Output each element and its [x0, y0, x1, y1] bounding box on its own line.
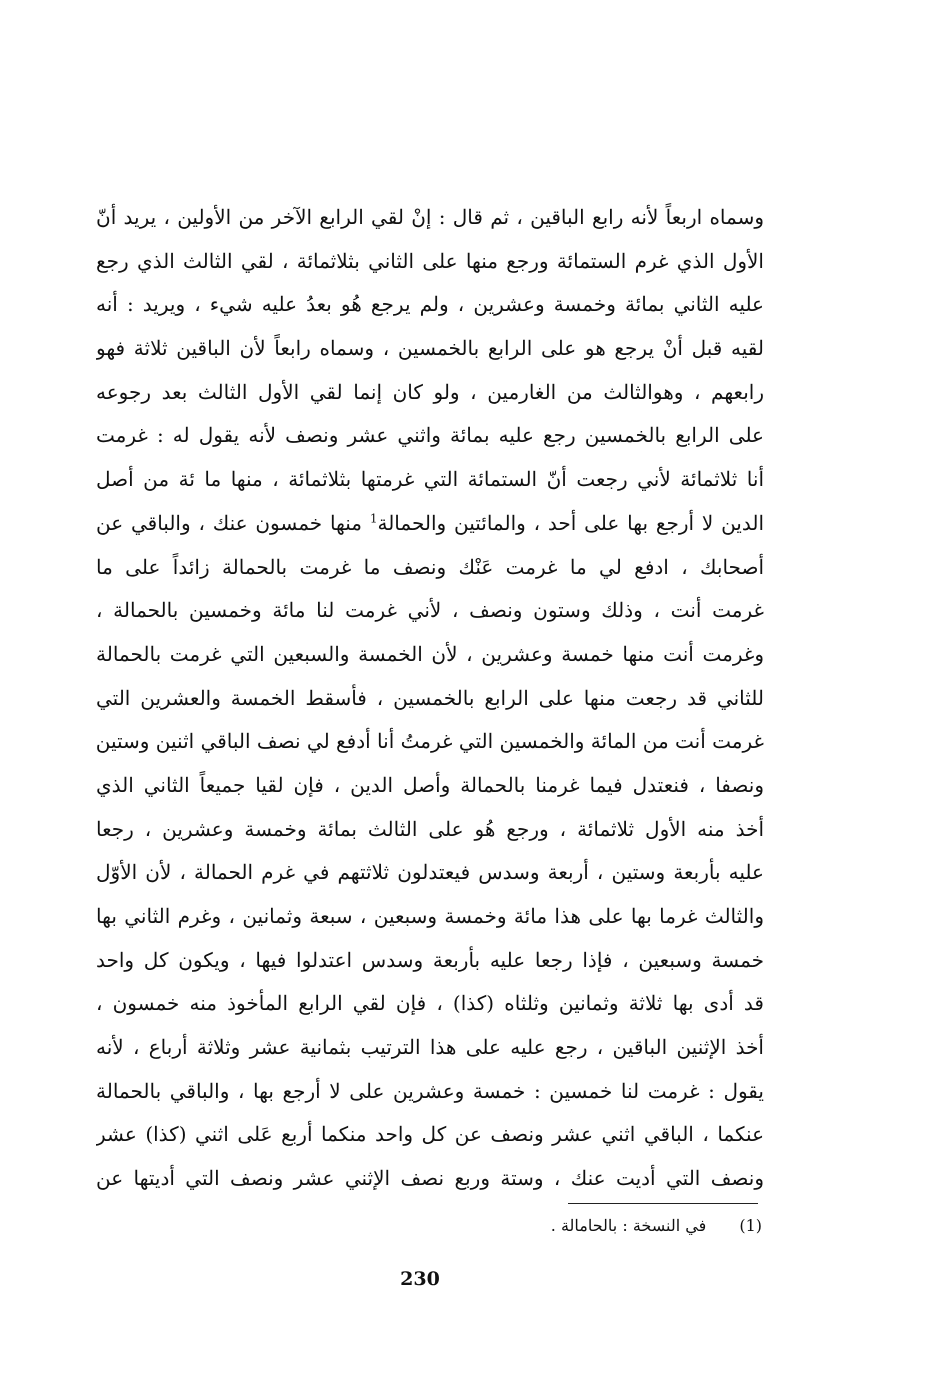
footnote-reference: 1 [369, 511, 378, 526]
footnote [551, 1214, 762, 1238]
footnote-text: في النسخة : بالحامالة . [550, 1216, 707, 1235]
text-line: ونصفا ، فنعتدل فيما غرمنا بالحمالة وأصل الدين ، فإن لقيا جميعاً الثاني الذي [96, 772, 764, 797]
text-line: على الرابع بالخمسين رجع عليه بمائة واثني عشر ونصف لأنه يقول له : غرمت [96, 423, 764, 448]
text-line: وسماه اربعاً لأنه رابع الباقين ، ثم قال : إنْ لقي الرابع الآخر من الأولين ، يريد أنّ [96, 205, 764, 229]
text-line: أخذ الإثنين الباقين ، رجع عليه على هذا الترتيب بثمانية عشر وثلاثة أرباع ، لأنه [96, 1035, 764, 1060]
text-line: عليه الثاني بمائة وخمسة وعشرين ، ولم يرجع هُو بعدُ عليه شيء ، ويريد : أنه [96, 292, 764, 317]
footnote-marker: (1) [739, 1216, 762, 1235]
page-number: 230 [400, 1268, 440, 1290]
text-line: عنكما ، الباقي اثني عشر ونصف عن كل واحد منكما أربع عَلى اثني (كذا) عشر [96, 1122, 764, 1147]
text-line: رابعهم ، وهوالثالث من الغارمين ، ولو كان إنما لقي الأول الثالث بعد رجوعه [96, 379, 764, 404]
footnote-divider [568, 1203, 758, 1204]
text-line: عليه بأربعة وستين ، أربعة وسدس فيعتدلون ثلاثتهم في غرم الحمالة ، لأن الأوّل [96, 860, 764, 885]
text-line: يقول : غرمت لنا خمسين : خمسة وعشرين على لا أرجع بها ، والباقي بالحمالة [96, 1078, 764, 1103]
text-line: ونصف التي أديت عنك ، وستة وربع نصف الإثني عشر ونصف التي أديتها عن [96, 1166, 764, 1191]
text-line: لقيه قبل أنْ يرجع هو على الرابع بالخمسين ، وسماه رابعاً لأن الباقين ثلاثة فهو [96, 336, 764, 361]
text-line: قد أدى بها ثلاثة وثمانين وثلثاه (كذا) ، فإن لقي الرابع المأخوذ منه خمسون ، [96, 991, 764, 1016]
text-line-with-footnote-ref [96, 502, 764, 546]
text-line: غرمت أنت ، وذلك وستون ونصف ، لأني غرمت لنا مائة وخمسين بالحمالة ، [96, 598, 764, 623]
text-line: أنا ثلاثمائة لأني رجعت أنّ الستمائة التي غرمتها بثلاثمائة ، منها ما ئة من أصل [96, 467, 764, 492]
text-segment: الدين لا أرجع بها على أحد ، والمائتين والحمالة [377, 510, 764, 535]
text-line: الأول الذي غرم الستمائة ورجع منها على الثاني بثلاثمائة ، لقي الثالث الذي رجع [96, 248, 764, 273]
text-line: وغرمت أنت منها خمسة وعشرين ، لأن الخمسة والسبعين التي غرمت بالحمالة [96, 641, 764, 666]
text-line: أصحابك ، ادفع لي ما غرمت عَنْك ونصف ما غرمت بالحمالة زائداً على ما [96, 554, 764, 579]
text-line: للثاني قد رجعت منها على الرابع بالخمسين ، فأسقط الخمسة والعشرين التي [96, 685, 764, 710]
body-text [96, 196, 764, 1201]
text-line: أخذ منه الأول ثلاثمائة ، ورجع هُو على الثالث بمائة وخمسة وعشرين ، رجعا [96, 816, 764, 841]
text-line: خمسة وسبعين ، فإذا رجعا عليه بأربعة وسدس اعتدلوا فيها ، ويكون كل واحد [96, 947, 764, 972]
text-line: غرمت أنت من المائة والخمسين التي غرمتُ أنا أدفع لي نصف الباقي اثنين وستين [96, 729, 764, 754]
text-line: والثالث غرما بها على هذا مائة وخمسة وسبعين ، سبعة وثمانين ، وغرم الثاني بها [96, 904, 764, 928]
text-segment: منها خمسون عنك ، والباقي عن [96, 510, 363, 535]
